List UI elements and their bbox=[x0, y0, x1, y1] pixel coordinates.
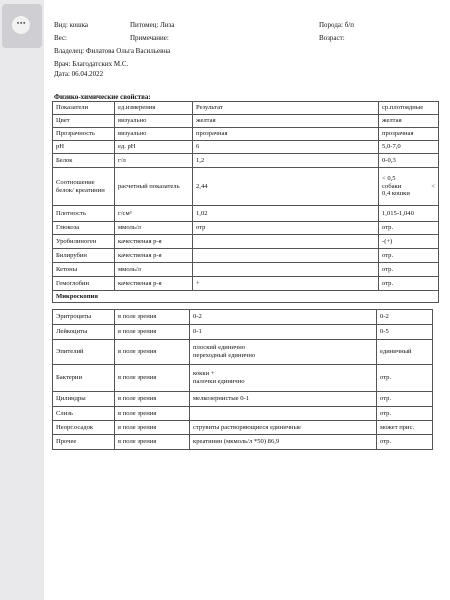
ref-cell bbox=[379, 168, 439, 206]
unit-cell: ед. pH bbox=[115, 141, 193, 154]
table-row bbox=[53, 235, 439, 249]
param-cell: Эпителий bbox=[53, 340, 115, 365]
ref-cell: отр. bbox=[379, 222, 439, 235]
param-cell: Уробилиноген bbox=[53, 235, 115, 249]
owner-field: Владелец: Филатова Ольга Васильевна bbox=[54, 47, 171, 55]
microscopy-title-row bbox=[53, 291, 439, 303]
param-cell: Глюкоза bbox=[53, 222, 115, 235]
more-options-icon[interactable]: ⋯ bbox=[12, 16, 30, 34]
species-field: Вид: кошка bbox=[54, 21, 89, 29]
ref-cell: прозрачная bbox=[379, 128, 439, 141]
ref-cell: отр. bbox=[379, 277, 439, 291]
ref-less-than: < bbox=[431, 182, 435, 190]
date-field: Дата: 06.04.2022 bbox=[54, 70, 104, 78]
result-cell bbox=[190, 407, 377, 421]
result-cell: мелкозернистые 0-1 bbox=[190, 392, 377, 407]
table-row bbox=[53, 392, 433, 407]
unit-cell: расчетный показатель bbox=[115, 168, 193, 206]
result-cell: 0-2 bbox=[190, 310, 377, 325]
unit-cell: ммоль/л bbox=[115, 263, 193, 277]
table-row bbox=[53, 310, 433, 325]
note-field: Примечание: bbox=[130, 34, 169, 42]
result-cell: прозрачная bbox=[193, 128, 379, 141]
table-row bbox=[53, 340, 433, 365]
unit-cell: в поле зрения bbox=[115, 392, 190, 407]
result-cell bbox=[190, 340, 377, 365]
table-row bbox=[53, 115, 439, 128]
result-cell: 0-1 bbox=[190, 325, 377, 340]
ref-species-dogs: собаки bbox=[382, 182, 402, 190]
result-cell: + bbox=[193, 277, 379, 291]
pet-field: Питомец: Лиза bbox=[130, 21, 175, 29]
ref-cell: отр. bbox=[379, 263, 439, 277]
unit-cell: ммоль/л bbox=[115, 222, 193, 235]
table-row bbox=[53, 325, 433, 340]
ref-cell: 5,0-7,0 bbox=[379, 141, 439, 154]
param-cell: Прозрачность bbox=[53, 128, 115, 141]
weight-field: Вес: bbox=[54, 34, 68, 42]
result-cell: желтая bbox=[193, 115, 379, 128]
ref-cell: может прис. bbox=[377, 421, 433, 435]
unit-cell: качественая р-я bbox=[115, 277, 193, 291]
ref-cell: 1,015-1,040 bbox=[379, 206, 439, 222]
param-cell: Белок bbox=[53, 154, 115, 168]
unit-cell: в поле зрения bbox=[115, 421, 190, 435]
unit-cell: визуально bbox=[115, 115, 193, 128]
unit-cell: г/см³ bbox=[115, 206, 193, 222]
param-cell: Соотношение белок/ креатинин bbox=[53, 168, 115, 206]
table-row bbox=[53, 222, 439, 235]
result-line: переходный единично bbox=[193, 352, 256, 359]
ref-cell: 0-2 bbox=[377, 310, 433, 325]
ref-cell: -(+) bbox=[379, 235, 439, 249]
table-row bbox=[53, 141, 439, 154]
result-cell: 1,2 bbox=[193, 154, 379, 168]
result-cell: 2,44 bbox=[193, 168, 379, 206]
ref-cell: отр. bbox=[377, 435, 433, 450]
table-row bbox=[53, 206, 439, 222]
result-cell: 6 bbox=[193, 141, 379, 154]
result-cell: креатинин (мкмоль/л *50) 86,9 bbox=[190, 435, 377, 450]
table-row bbox=[53, 128, 439, 141]
param-cell: Прочее bbox=[53, 435, 115, 450]
result-cell bbox=[193, 263, 379, 277]
table-row bbox=[53, 263, 439, 277]
unit-cell: в поле зрения bbox=[115, 365, 190, 392]
result-cell: струвиты растворяющиеся единичные bbox=[190, 421, 377, 435]
table-row bbox=[53, 277, 439, 291]
param-cell: Билирубин bbox=[53, 249, 115, 263]
unit-cell: в поле зрения bbox=[115, 310, 190, 325]
doctor-field: Врач: Благодатских М.С. bbox=[54, 60, 129, 68]
ref-line: 0,4 кошки bbox=[382, 190, 410, 198]
table-row bbox=[53, 407, 433, 421]
param-cell: pH bbox=[53, 141, 115, 154]
unit-cell: качественая р-я bbox=[115, 249, 193, 263]
table-row bbox=[53, 421, 433, 435]
ref-line: < 0,5 bbox=[382, 175, 396, 183]
unit-cell: визуально bbox=[115, 128, 193, 141]
result-line: плоский единично bbox=[193, 344, 246, 352]
ref-line bbox=[382, 183, 435, 191]
param-cell: Лейкоциты bbox=[53, 325, 115, 340]
unit-cell: в поле зрения bbox=[115, 325, 190, 340]
table-header-row bbox=[53, 102, 439, 115]
param-cell: Плотность bbox=[53, 206, 115, 222]
table-row bbox=[53, 249, 439, 263]
param-cell: Цвет bbox=[53, 115, 115, 128]
document-thumbnail[interactable] bbox=[2, 4, 42, 48]
unit-cell: в поле зрения bbox=[115, 435, 190, 450]
param-cell: Эритроциты bbox=[53, 310, 115, 325]
column-header-ref: ср.плотоядные bbox=[379, 102, 439, 115]
column-header-param: Показатели bbox=[53, 102, 115, 115]
param-cell: Кетоны bbox=[53, 263, 115, 277]
param-cell: Слизь bbox=[53, 407, 115, 421]
column-header-result: Результат bbox=[193, 102, 379, 115]
table-row bbox=[53, 154, 439, 168]
param-cell: Гемоглобин bbox=[53, 277, 115, 291]
result-cell: отр bbox=[193, 222, 379, 235]
physchem-table bbox=[52, 101, 439, 303]
param-cell: Бактерии bbox=[53, 365, 115, 392]
ref-cell: отр. bbox=[377, 365, 433, 392]
table-row bbox=[53, 168, 439, 206]
result-cell bbox=[190, 365, 377, 392]
param-cell: Цилиндры bbox=[53, 392, 115, 407]
ref-cell: отр. bbox=[377, 392, 433, 407]
param-cell: Неорг.осадок bbox=[53, 421, 115, 435]
section-title: Физико-химические свойства: bbox=[54, 93, 151, 101]
column-header-unit: ед.измерения bbox=[115, 102, 193, 115]
microscopy-title: Микроскопия bbox=[53, 291, 439, 303]
unit-cell: в поле зрения bbox=[115, 407, 190, 421]
result-line: кокки + bbox=[193, 370, 215, 378]
microscopy-table bbox=[52, 309, 433, 450]
unit-cell: в поле зрения bbox=[115, 340, 190, 365]
ref-cell: отр. bbox=[379, 249, 439, 263]
unit-cell: г/л bbox=[115, 154, 193, 168]
result-cell bbox=[193, 235, 379, 249]
ref-cell: желтая bbox=[379, 115, 439, 128]
result-cell: 1,02 bbox=[193, 206, 379, 222]
result-line: палочки единично bbox=[193, 378, 245, 385]
ref-cell: единичный bbox=[377, 340, 433, 365]
table-row bbox=[53, 365, 433, 392]
ref-cell: 0-0,3 bbox=[379, 154, 439, 168]
age-field: Возраст: bbox=[319, 34, 345, 42]
breed-field: Порода: б/п bbox=[319, 21, 354, 29]
ref-cell: отр. bbox=[377, 407, 433, 421]
unit-cell: качественая р-я bbox=[115, 235, 193, 249]
ref-cell: 0-5 bbox=[377, 325, 433, 340]
table-row bbox=[53, 435, 433, 450]
result-cell bbox=[193, 249, 379, 263]
